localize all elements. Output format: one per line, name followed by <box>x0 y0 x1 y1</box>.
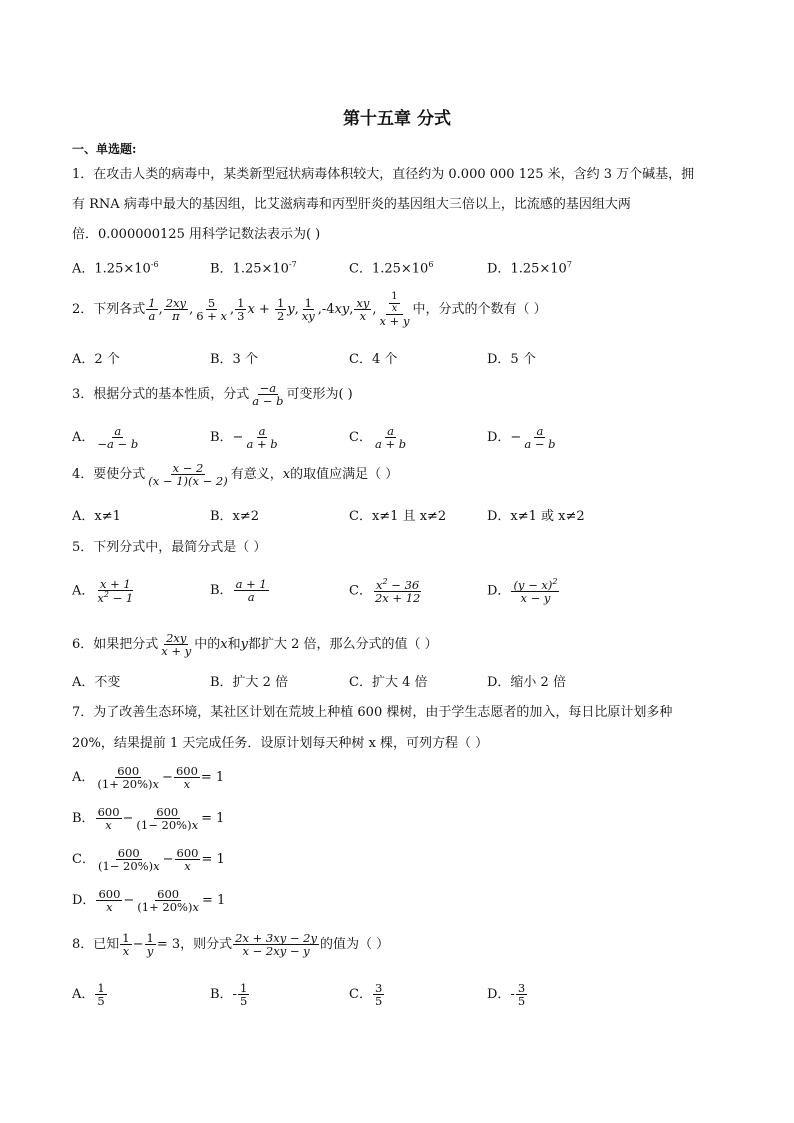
q4-option-c: C．x≠1 且 x≠2 <box>349 509 447 524</box>
q7-option-b: B． $\frac{600}{x}$ − $\frac{600}{(1- 20\%)x}$ = 1 <box>72 805 225 833</box>
q7-line-2: 20%，结果提前 1 天完成任务．设原计划每天种树 x 棵，可列方程（ ） <box>72 736 489 751</box>
q8-option-d: D．- $\frac{3}{5}$ <box>487 981 526 1009</box>
q5-option-a: A． $\frac{x + 1}{x^2 - 1}$ <box>72 577 134 605</box>
q4-option-a: A．x≠1 <box>72 509 121 524</box>
section-heading: 一、单选题: <box>72 142 137 156</box>
q3-stem: 3．根据分式的基本性质，分式 $\frac{-a}{a - b}$ 可变形为( ) <box>72 381 353 409</box>
q5-option-c: C． $\frac{x^2 - 36}{2x + 12}$ <box>349 577 421 605</box>
q1-line-2: 有 RNA 病毒中最大的基因组，比艾滋病毒和丙型肝炎的基因组大三倍以上，比流感的基因组大两 <box>72 197 631 212</box>
q2-option-c: C．4 个 <box>349 352 398 367</box>
q4-option-b: B．x≠2 <box>210 509 260 524</box>
q2-option-a: A．2 个 <box>72 352 120 367</box>
q1-line-1: 1．在攻击人类的病毒中，某类新型冠状病毒体积较大，直径约为 0.000 000 125 米，含约 3 万个碱基，拥 <box>72 167 695 182</box>
q3-option-d: D．− $\frac{a}{a - b}$ <box>487 424 556 452</box>
q6-option-b: B．扩大 2 倍 <box>210 675 289 690</box>
q7-option-c: C． $\frac{600}{(1- 20\%)x}$ − $\frac{600}{x}$ = 1 <box>72 846 225 874</box>
q4-option-d: D．x≠1 或 x≠2 <box>487 509 585 524</box>
q1-option-b: B．$1.25\times 10^{-7}$ <box>210 260 297 277</box>
q5-option-b: B． $\frac{a + 1}{a}$ <box>210 577 267 605</box>
chapter-title: 第十五章 分式 <box>343 109 451 129</box>
q3-option-c: C． $\frac{a}{a + b}$ <box>349 424 407 452</box>
q7-option-a: A． $\frac{600}{(1+ 20\%)x}$ − $\frac{600}{x}$ = 1 <box>72 764 225 792</box>
q1-line-3: 倍．0.000000125 用科学记数法表示为( ) <box>72 227 321 242</box>
q2-option-d: D．5 个 <box>487 352 536 367</box>
q1-option-a: A．$1.25\times 10^{-6}$ <box>72 260 159 277</box>
q6-option-d: D．缩小 2 倍 <box>487 675 566 690</box>
q3-option-b: B．− $\frac{a}{a + b}$ <box>210 424 278 452</box>
q2-stem: 2．下列各式 $\frac{1}{a}$ , $\frac{2xy}{\pi}$ , $\frac{5}{6 + x}$ , $\frac{1}{3}$ x + $\frac{1}{2}$ y, $\frac{1}{xy}$ ,-4xy, $\frac{xy}{x}$ , $\frac{\frac{1}{x}}{x + y}$ 中，分式的个数有（ ） <box>72 291 547 328</box>
q5-option-d: D． $\frac{(y - x)^2}{x - y}$ <box>487 577 558 605</box>
q1-option-c: C．$1.25\times 10^6$ <box>349 260 434 277</box>
q8-option-c: C． $\frac{3}{5}$ <box>349 981 383 1009</box>
q3-option-a: A． $\frac{a}{-a - b}$ <box>72 424 139 452</box>
q7-line-1: 7．为了改善生态环境，某社区计划在荒坡上种植 600 棵树，由于学生志愿者的加入，每日比原计划多种 <box>72 705 673 720</box>
q4-stem: 4．要使分式 $\frac{x - 2}{(x - 1)(x - 2)}$ 有意义，x的取值应满足（ ） <box>72 461 399 489</box>
q8-option-b: B．- $\frac{1}{5}$ <box>210 981 248 1009</box>
q6-option-c: C．扩大 4 倍 <box>349 675 428 690</box>
q7-option-d: D． $\frac{600}{x}$ − $\frac{600}{(1+ 20\%)x}$ = 1 <box>72 887 226 915</box>
q6-stem: 6．如果把分式 $\frac{2xy}{x + y}$ 中的x和y都扩大 2 倍，那么分式的值（ ） <box>72 631 438 659</box>
q5-stem: 5．下列分式中，最简分式是（ ） <box>72 540 267 555</box>
q8-option-a: A． $\frac{1}{5}$ <box>72 981 105 1009</box>
q1-option-d: D．$1.25\times 10^7$ <box>487 260 572 277</box>
q2-option-b: B．3 个 <box>210 352 258 367</box>
q6-option-a: A．不变 <box>72 675 121 690</box>
q8-stem: 8．已知 $\frac{1}{x}$ − $\frac{1}{y}$ = 3，则分式 $\frac{2x + 3xy - 2y}{x - 2xy - y}$ 的值为（ ） <box>72 931 390 959</box>
